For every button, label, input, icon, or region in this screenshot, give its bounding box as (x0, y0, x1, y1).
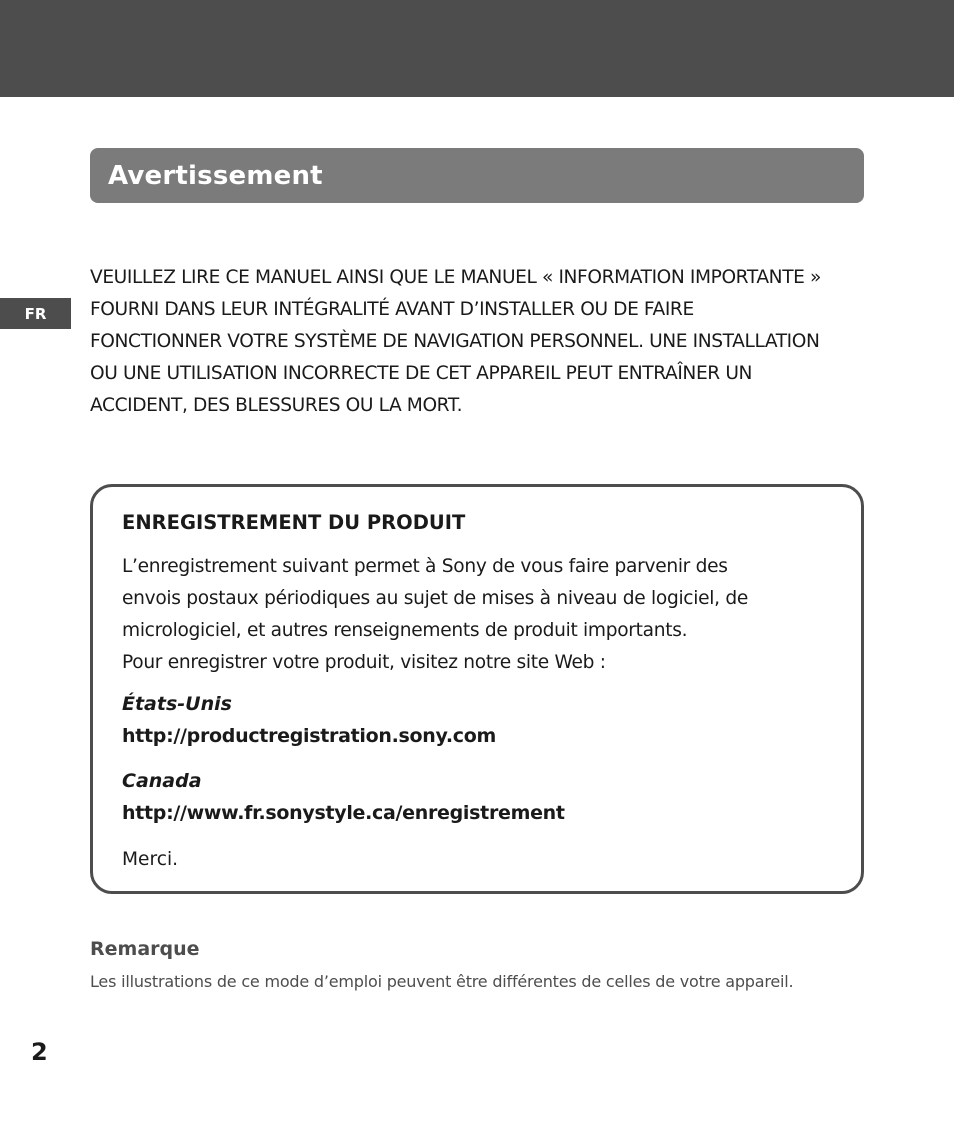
top-header-band (0, 0, 954, 97)
registration-description (122, 551, 748, 679)
registration-line: micrologiciel, et autres renseignements de produit importants. (122, 620, 688, 641)
warning-line: OU UNE UTILISATION INCORRECTE DE CET APPAREIL PEUT ENTRAÎNER UN (90, 363, 753, 384)
registration-box (90, 484, 864, 894)
usa-registration-link[interactable]: http://productregistration.sony.com (122, 725, 496, 747)
warning-paragraph (90, 262, 870, 422)
country-canada-label: Canada (122, 770, 202, 792)
warning-line: VEUILLEZ LIRE CE MANUEL AINSI QUE LE MANUEL « INFORMATION IMPORTANTE » (90, 267, 821, 288)
section-title-bar (90, 148, 864, 203)
warning-line: FOURNI DANS LEUR INTÉGRALITÉ AVANT D’INSTALLER OU DE FAIRE (90, 299, 694, 320)
registration-line: Pour enregistrer votre produit, visitez notre site Web : (122, 652, 606, 673)
country-usa-label: États-Unis (122, 693, 232, 715)
warning-line: FONCTIONNER VOTRE SYSTÈME DE NAVIGATION PERSONNEL. UNE INSTALLATION (90, 331, 820, 352)
note-text: Les illustrations de ce mode d’emploi peuvent être différentes de celles de votre appareil. (90, 972, 794, 991)
canada-registration-link[interactable]: http://www.fr.sonystyle.ca/enregistrement (122, 802, 565, 824)
registration-line: envois postaux périodiques au sujet de mises à niveau de logiciel, de (122, 588, 748, 609)
page-number: 2 (31, 1038, 48, 1066)
language-tab: FR (0, 298, 71, 329)
note-label: Remarque (90, 938, 200, 960)
warning-line: ACCIDENT, DES BLESSURES OU LA MORT. (90, 395, 463, 416)
registration-title: ENREGISTREMENT DU PRODUIT (122, 511, 466, 534)
registration-line: L’enregistrement suivant permet à Sony de vous faire parvenir des (122, 556, 728, 577)
page-title: Avertissement (108, 160, 323, 191)
thanks-text: Merci. (122, 849, 179, 870)
